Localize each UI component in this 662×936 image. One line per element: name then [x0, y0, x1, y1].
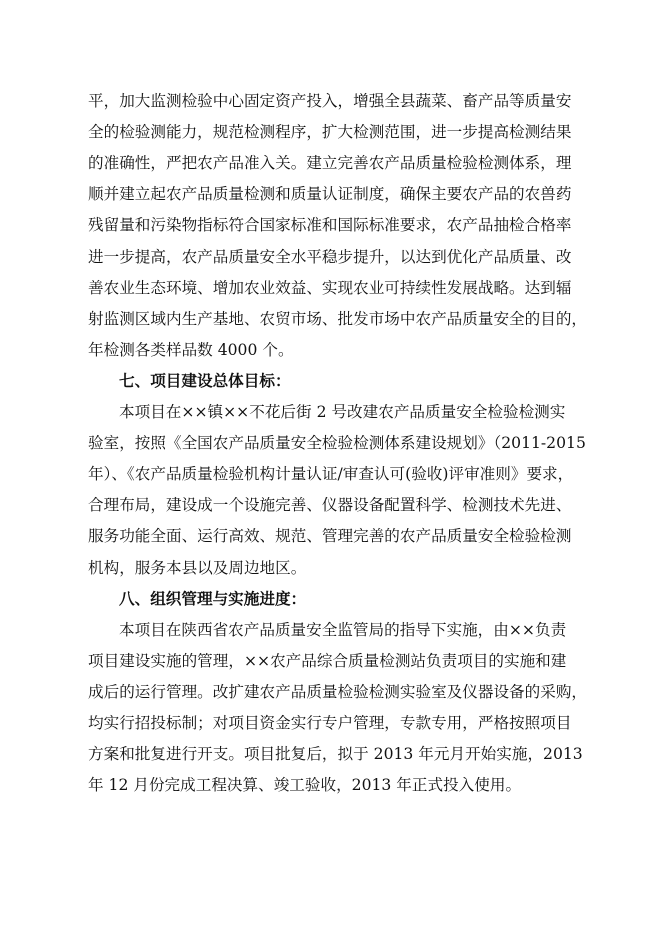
text-line-4: 顺并建立起农产品质量检测和质量认证制度，确保主要农产品的农兽药 [88, 185, 572, 204]
text-line-13: 年）、《农产品质量检验机构计量认证/审查认可(验收)评审准则》要求， [88, 465, 574, 484]
text-line-19: 项目建设实施的管理，××农产品综合质量检测站负责项目的实施和建 [88, 651, 567, 670]
text-line-1: 平，加大监测检验中心固定资产投入，增强全县蔬菜、畜产品等质量安 [88, 92, 572, 110]
text-line-16: 机构，服务本县以及周边地区。 [88, 558, 307, 577]
text-line-20: 成后的运行管理。改扩建农产品质量检验检测实验室及仪器设备的采购， [88, 682, 588, 701]
text-line-14: 合理布局，建设成一个设施完善、仪器设备配置科学、检测技术先进、 [88, 496, 572, 515]
section-heading-8: 八、组织管理与实施进度： [119, 588, 307, 608]
text-line-7: 善农业生态环境、增加农业效益、实现农业可持续性发展战略。达到辐 [88, 278, 572, 297]
text-line-15: 服务功能全面、运行高效、规范、管理完善的农产品质量安全检验检测 [88, 527, 572, 546]
text-line-2: 全的检验测能力，规范检测程序，扩大检测范围，进一步提高检测结果 [88, 123, 572, 142]
text-line-3: 的准确性，严把农产品准入关。建立完善农产品质量检验检测体系，理 [88, 154, 572, 173]
section-heading-7: 七、项目建设总体目标： [119, 370, 291, 390]
text-line-23: 年 12 月份完成工程决算、竣工验收，2013 年正式投入使用。 [88, 776, 522, 795]
text-line-22: 方案和批复进行开支。项目批复后，拟于 2013 年元月开始实施，2013 [88, 745, 583, 764]
text-line-21: 均实行招投标制；对项目资金实行专户管理，专款专用，严格按照项目 [88, 714, 572, 732]
text-line-9: 年检测各类样品数 4000 个。 [88, 340, 294, 359]
text-line-18: 本项目在陕西省农产品质量安全监管局的指导下实施，由××负责 [119, 620, 567, 639]
text-line-11: 本项目在××镇××不花后街 2 号改建农产品质量安全检验检测实 [119, 403, 566, 421]
text-line-12: 验室，按照《全国农产品质量安全检验检测体系建设规划》（2011-2015 [88, 434, 586, 453]
text-line-5: 残留量和污染物指标符合国家标准和国际标准要求，农产品抽检合格率 [88, 216, 572, 235]
text-line-8: 射监测区域内生产基地、农贸市场、批发市场中农产品质量安全的目的， [88, 309, 588, 328]
text-line-6: 进一步提高，农产品质量安全水平稳步提升，以达到优化产品质量、改 [88, 247, 572, 266]
